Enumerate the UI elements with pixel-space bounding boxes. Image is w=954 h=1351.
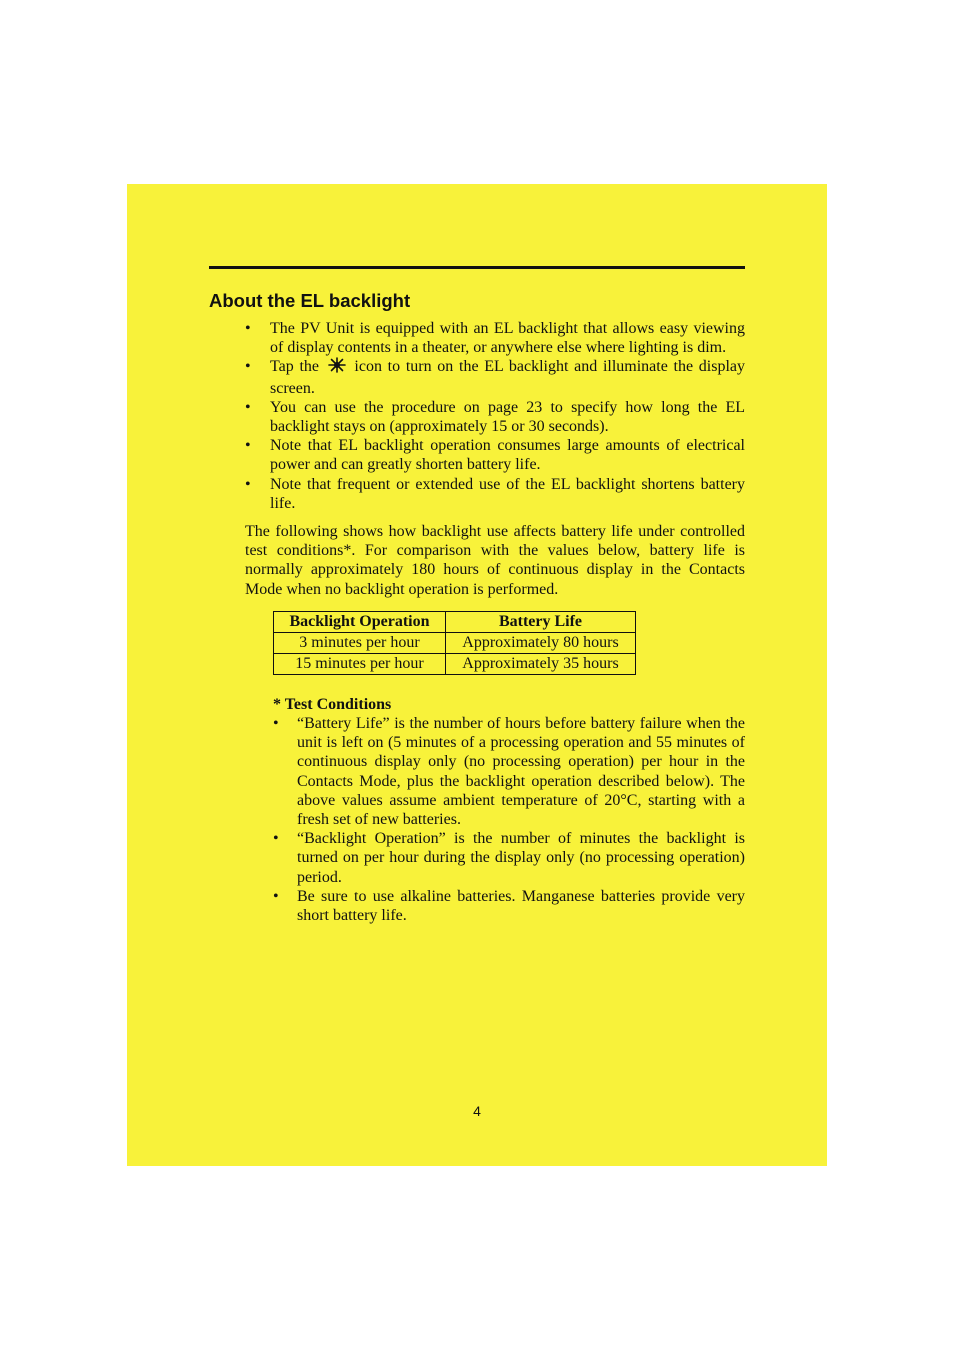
list-item [273,714,745,829]
bullet-dot: • [245,475,251,493]
column-header-battery-life: Battery Life [446,612,636,633]
bullet-text: You can use the procedure on page 23 to specify how long the EL backlight stays on (approximately 15 or 30 seconds). [270,398,745,436]
table-cell: Approximately 80 hours [446,633,636,654]
bullet-item [245,398,745,436]
column-header-backlight-operation: Backlight Operation [274,612,446,633]
bullet-item [245,436,745,474]
bullet-text: The PV Unit is equipped with an EL backlight that allows easy viewing of display contents in a theater, or anywhere else where lighting is dim. [270,320,745,357]
test-conditions-list [273,714,745,925]
table-cell: Approximately 35 hours [446,654,636,675]
section-heading: About the EL backlight [209,290,411,311]
bullet-dot: • [245,398,251,416]
bullet-item [245,357,745,397]
table-header-row [274,612,636,633]
bullet-dot: • [273,887,279,905]
bullet-text: Note that frequent or extended use of the EL backlight shortens battery life. [270,475,745,512]
intro-paragraph: The following shows how backlight use affects battery life under controlled test conditions*. For comparison with the values below, battery life is normally approximately 180 hours of continuous display in the Contacts Mode when no backlight operation is performed. [245,523,745,598]
list-item [273,829,745,887]
backlight-bullet-list [245,319,745,513]
list-item-text: “Battery Life” is the number of hours before battery failure when the unit is left on (5 minutes of a processing operation and 55 minutes of continuous display only (no processing operation) per hour in the Contacts Mode, plus the backlight operation described below). The above values assume ambient temperature of 20°C, starting with a fresh set of new batteries. [297,715,745,829]
table-row [274,633,636,654]
bullet-item [245,475,745,513]
bullet-text: Note that EL backlight operation consumes large amounts of electrical power and can greatly shorten battery life. [270,437,745,474]
bullet-dot: • [245,437,251,455]
manual-page [127,184,827,1166]
list-item-text: “Backlight Operation” is the number of minutes the backlight is turned on per hour during the display only (no processing operation) period. [297,830,745,886]
list-item-text: Be sure to use alkaline batteries. Manganese batteries provide very short battery life. [297,887,745,925]
page-number: 4 [473,1103,481,1119]
bullet-text-before: Tap the [270,358,320,376]
bullet-text-after: icon to turn on the EL backlight and illuminate the display screen. [270,358,745,397]
bullet-dot: • [245,358,251,376]
backlight-sun-icon [327,357,347,378]
bullet-dot: • [245,320,251,337]
test-conditions-title: * Test Conditions [273,696,392,713]
table-cell: 15 minutes per hour [274,654,446,675]
table-cell: 3 minutes per hour [274,633,446,654]
list-item [273,887,745,925]
battery-life-table [273,611,636,675]
bullet-dot: • [273,830,279,848]
bullet-item [245,319,745,357]
bullet-dot: • [273,715,279,732]
top-rule [209,266,745,269]
table-row [274,654,636,675]
